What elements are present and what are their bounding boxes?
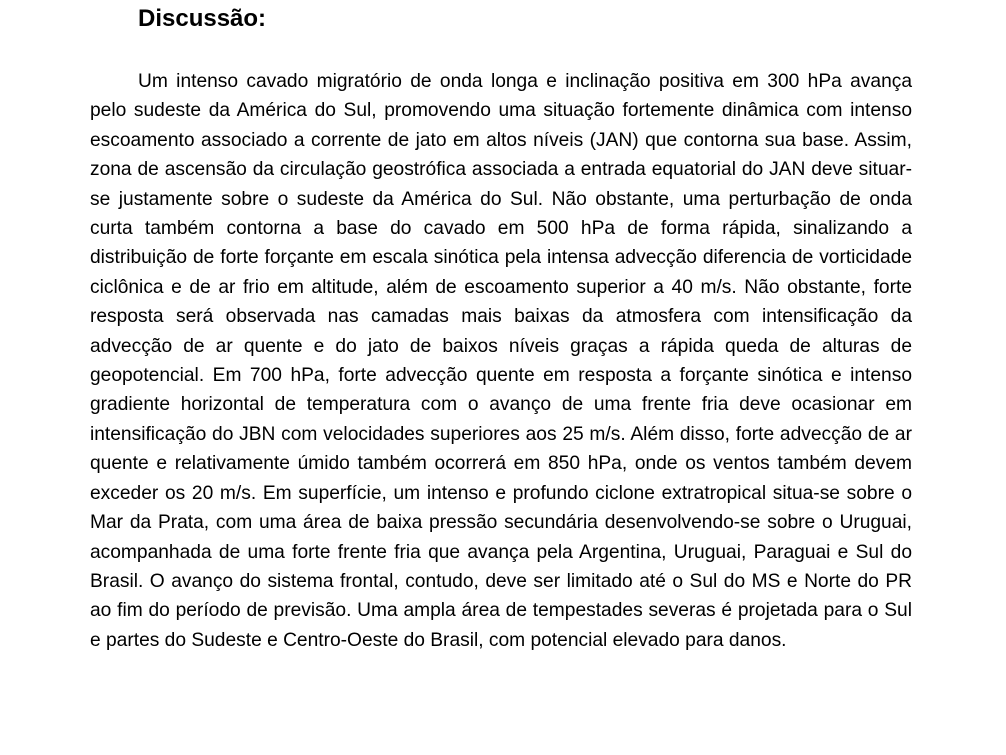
discussion-paragraph: Um intenso cavado migratório de onda longa e inclinação positiva em 300 hPa avança pelo sudeste da América do Sul, promovendo uma situação fortemente dinâmica com intenso escoamento associado a corrente de jato em altos níveis (JAN) que contorna sua base. Assim, zona de ascensão da circulação geostrófica associada a entrada equatorial do JAN deve situar-se justamente sobre o sudeste da América do Sul. Não obstante, uma perturbação de onda curta também contorna a base do cavado em 500 hPa de forma rápida, sinalizando a distribuição de forte forçante em escala sinótica pela intensa advecção diferencia de vorticidade ciclônica e de ar frio em altitude, além de escoamento superior a 40 m/s. Não obstante, forte resposta será observada nas camadas mais baixas da atmosfera com intensificação da advecção de ar quente e do jato de baixos níveis graças a rápida queda de alturas de geopotencial. Em 700 hPa, forte advecção quente em resposta a forçante sinótica e intenso gradiente horizontal de temperatura com o avanço de uma frente fria deve ocasionar em intensificação do JBN com velocidades superiores aos 25 m/s. Além disso, forte advecção de ar quente e relativamente úmido também ocorrerá em 850 hPa, onde os ventos também devem exceder os 20 m/s. Em superfície, um intenso e profundo ciclone extratropical situa-se sobre o Mar da Prata, com uma área de baixa pressão secundária desenvolvendo-se sobre o Uruguai, acompanhada de uma forte frente fria que avança pela Argentina, Uruguai, Paraguai e Sul do Brasil. O avanço do sistema frontal, contudo, deve ser limitado até o Sul do MS e Norte do PR ao fim do período de previsão. Uma ampla área de tempestades severas é projetada para o Sul e partes do Sudeste e Centro-Oeste do Brasil, com potencial elevado para danos.: [90, 71, 912, 651]
section-heading: Discussão:: [138, 5, 267, 32]
